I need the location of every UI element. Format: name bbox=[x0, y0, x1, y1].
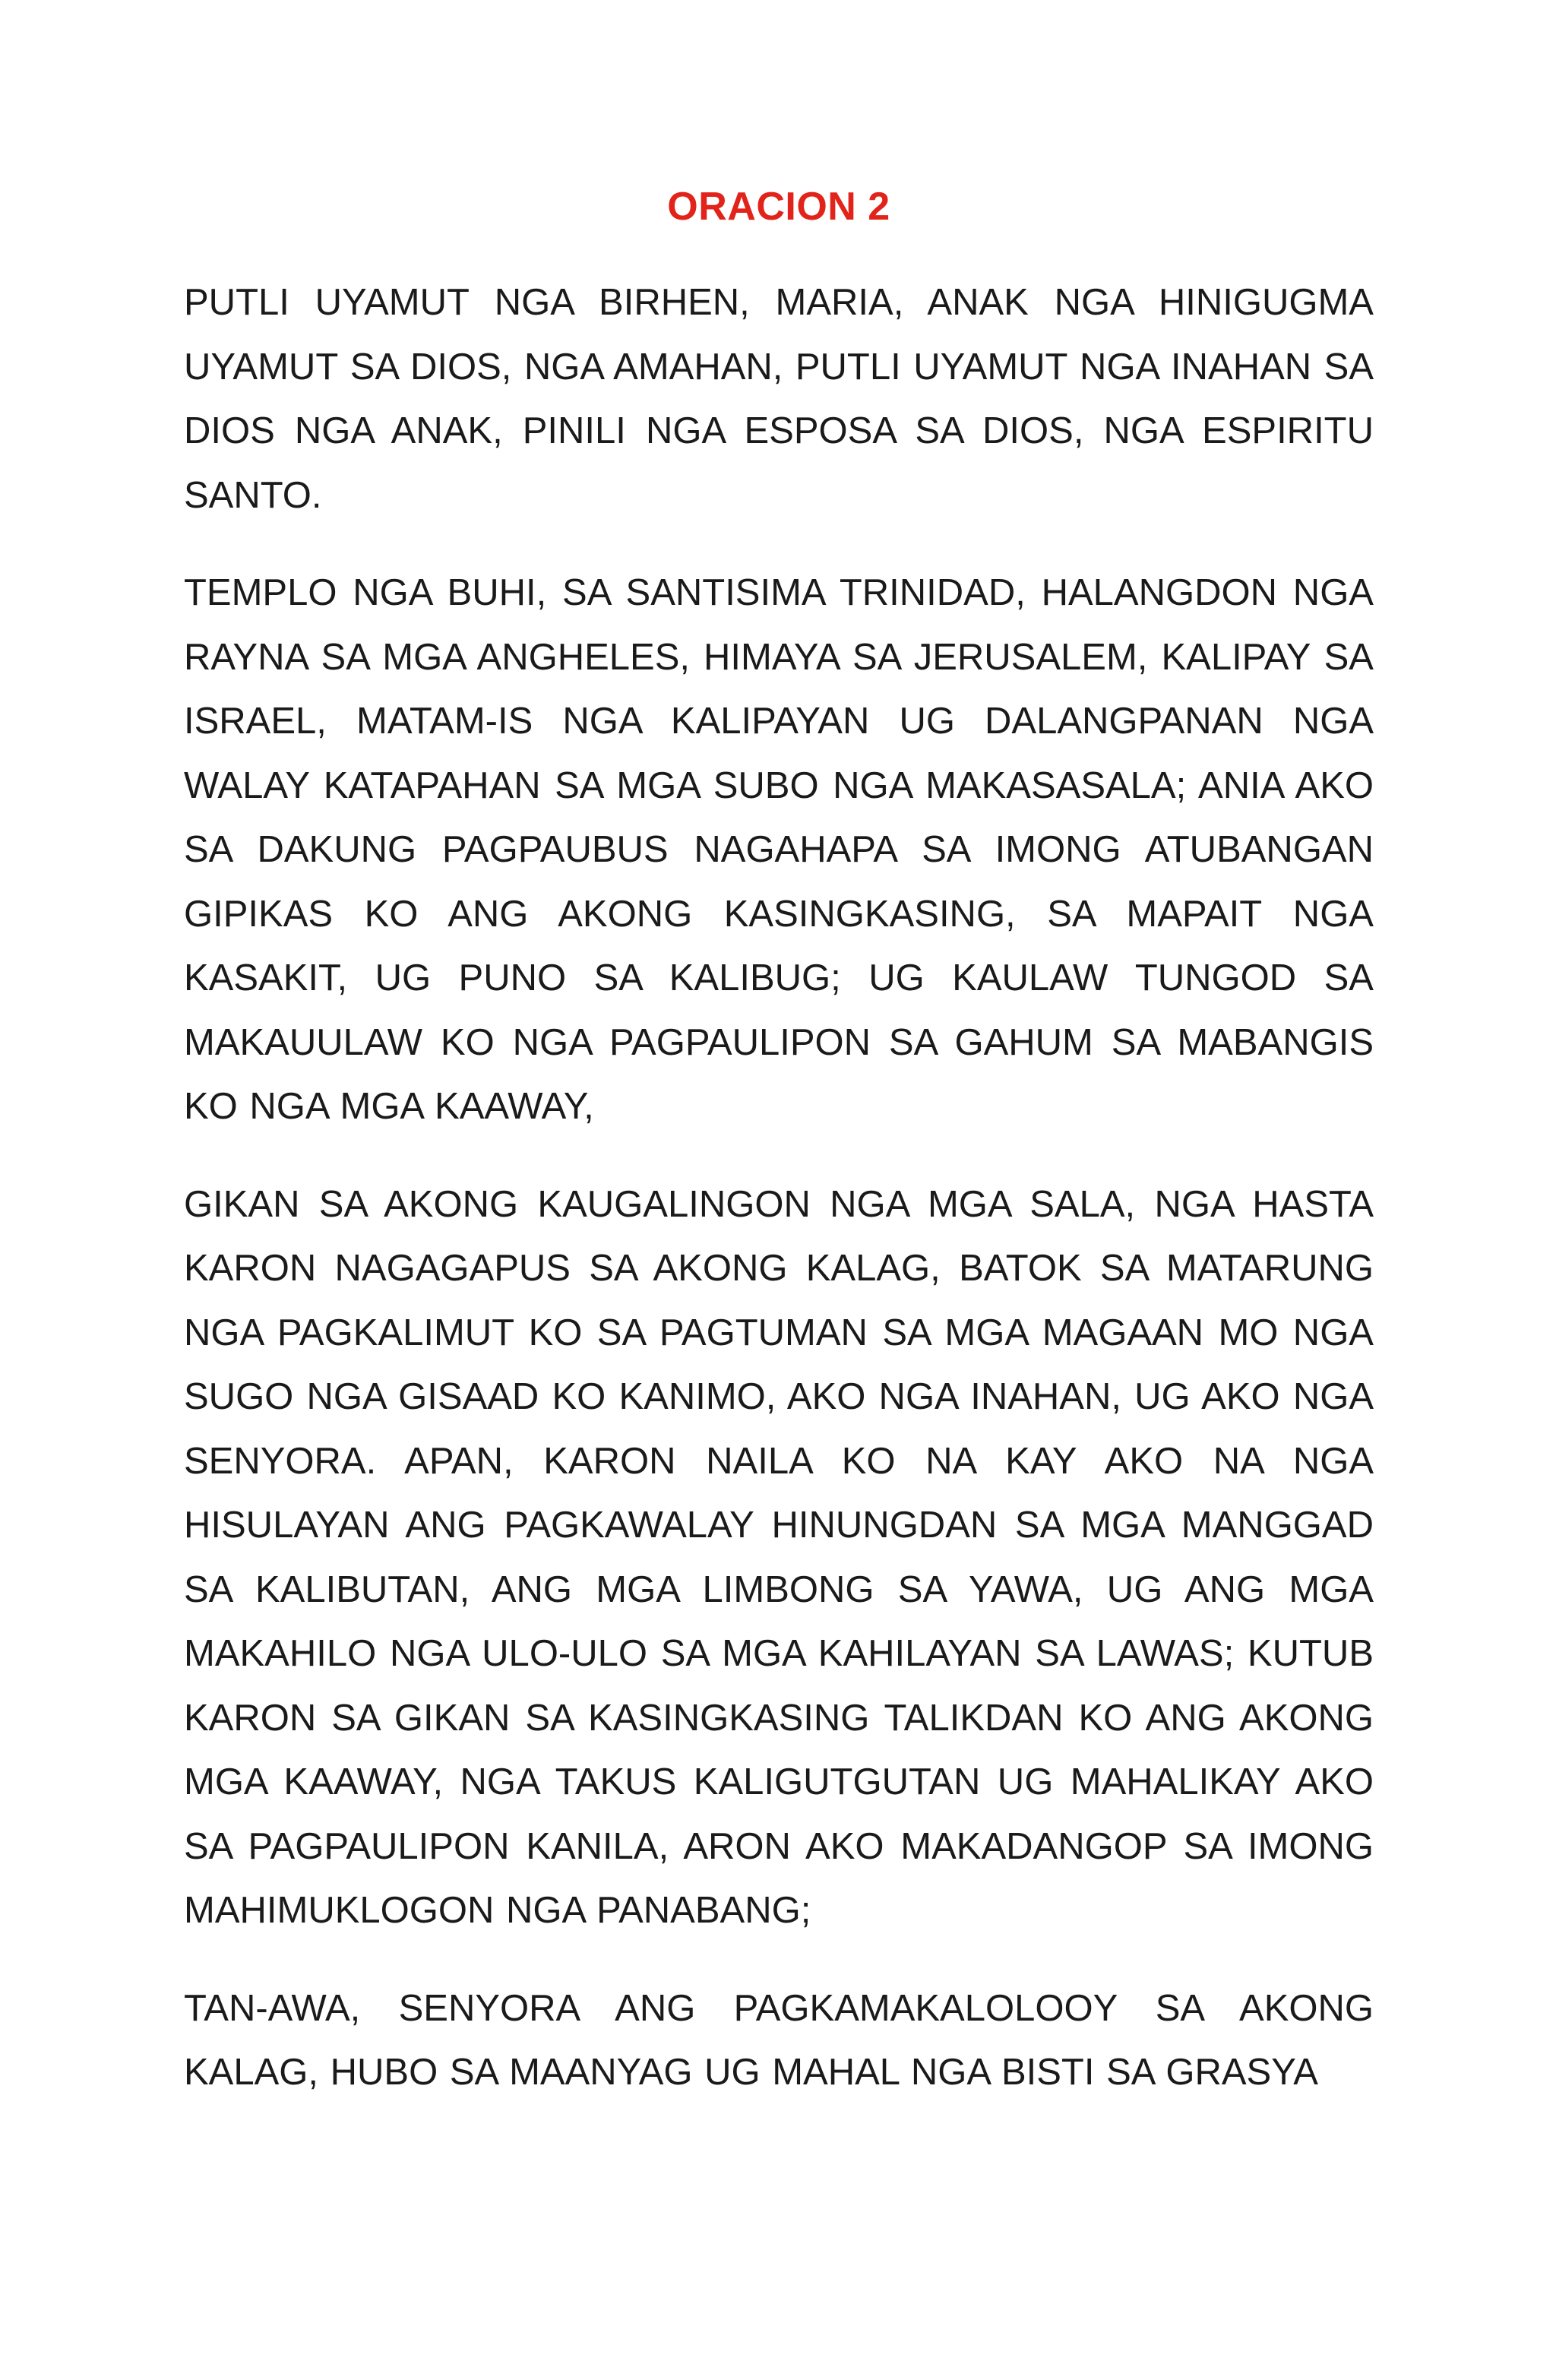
document-title: ORACION 2 bbox=[667, 185, 890, 229]
paragraph-2: TEMPLO NGA BUHI, SA SANTISIMA TRINIDAD, HALANGDON NGA RAYNA SA MGA ANGHELES, HIMAYA SA JERUSALEM, KALIPAY SA ISRAEL, MATAM-IS NGA KALIPAYAN UG DALANGPANAN NGA WALAY KATAPAHAN SA MGA SUBO NGA MAKASASALA; ANIA AKO SA DAKUNG PAGPAUBUS NAGAHAPA SA IMONG ATUBANGAN GIPIKAS KO ANG AKONG KASINGKASING, SA MAPAIT NGA KASAKIT, UG PUNO SA KALIBUG; UG KAULAW TUNGOD SA MAKAUULAW KO NGA PAGPAULIPON SA GAHUM SA MABANGIS KO NGA MGA KAAWAY, bbox=[184, 572, 1374, 1127]
document-page bbox=[184, 182, 1374, 2105]
paragraph-3: GIKAN SA AKONG KAUGALINGON NGA MGA SALA, NGA HASTA KARON NAGAGAPUS SA AKONG KALAG, BATOK SA MATARUNG NGA PAGKALIMUT KO SA PAGTUMAN SA MGA MAGAAN MO NGA SUGO NGA GISAAD KO KANIMO, AKO NGA INAHAN, UG AKO NGA SENYORA. APAN, KARON NAILA KO NA KAY AKO NA NGA HISULAYAN ANG PAGKAWALAY HINUNGDAN SA MGA MANGGAD SA KALIBUTAN, ANG MGA LIMBONG SA YAWA, UG ANG MGA MAKAHILO NGA ULO-ULO SA MGA KAHILAYAN SA LAWAS; KUTUB KARON SA GIKAN SA KASINGKASING TALIKDAN KO ANG AKONG MGA KAAWAY, NGA TAKUS KALIGUTGUTAN UG MAHALIKAY AKO SA PAGPAULIPON KANILA, ARON AKO MAKADANGOP SA IMONG MAHIMUKLOGON NGA PANABANG; bbox=[184, 1183, 1374, 1931]
paragraph-4: TAN-AWA, SENYORA ANG PAGKAMAKALOLOOY SA AKONG KALAG, HUBO SA MAANYAG UG MAHAL NGA BISTI SA GRASYA bbox=[184, 1987, 1374, 2093]
paragraph-1: PUTLI UYAMUT NGA BIRHEN, MARIA, ANAK NGA HINIGUGMA UYAMUT SA DIOS, NGA AMAHAN, PUTLI UYAMUT NGA INAHAN SA DIOS NGA ANAK, PINILI NGA ESPOSA SA DIOS, NGA ESPIRITU SANTO. bbox=[184, 282, 1374, 516]
